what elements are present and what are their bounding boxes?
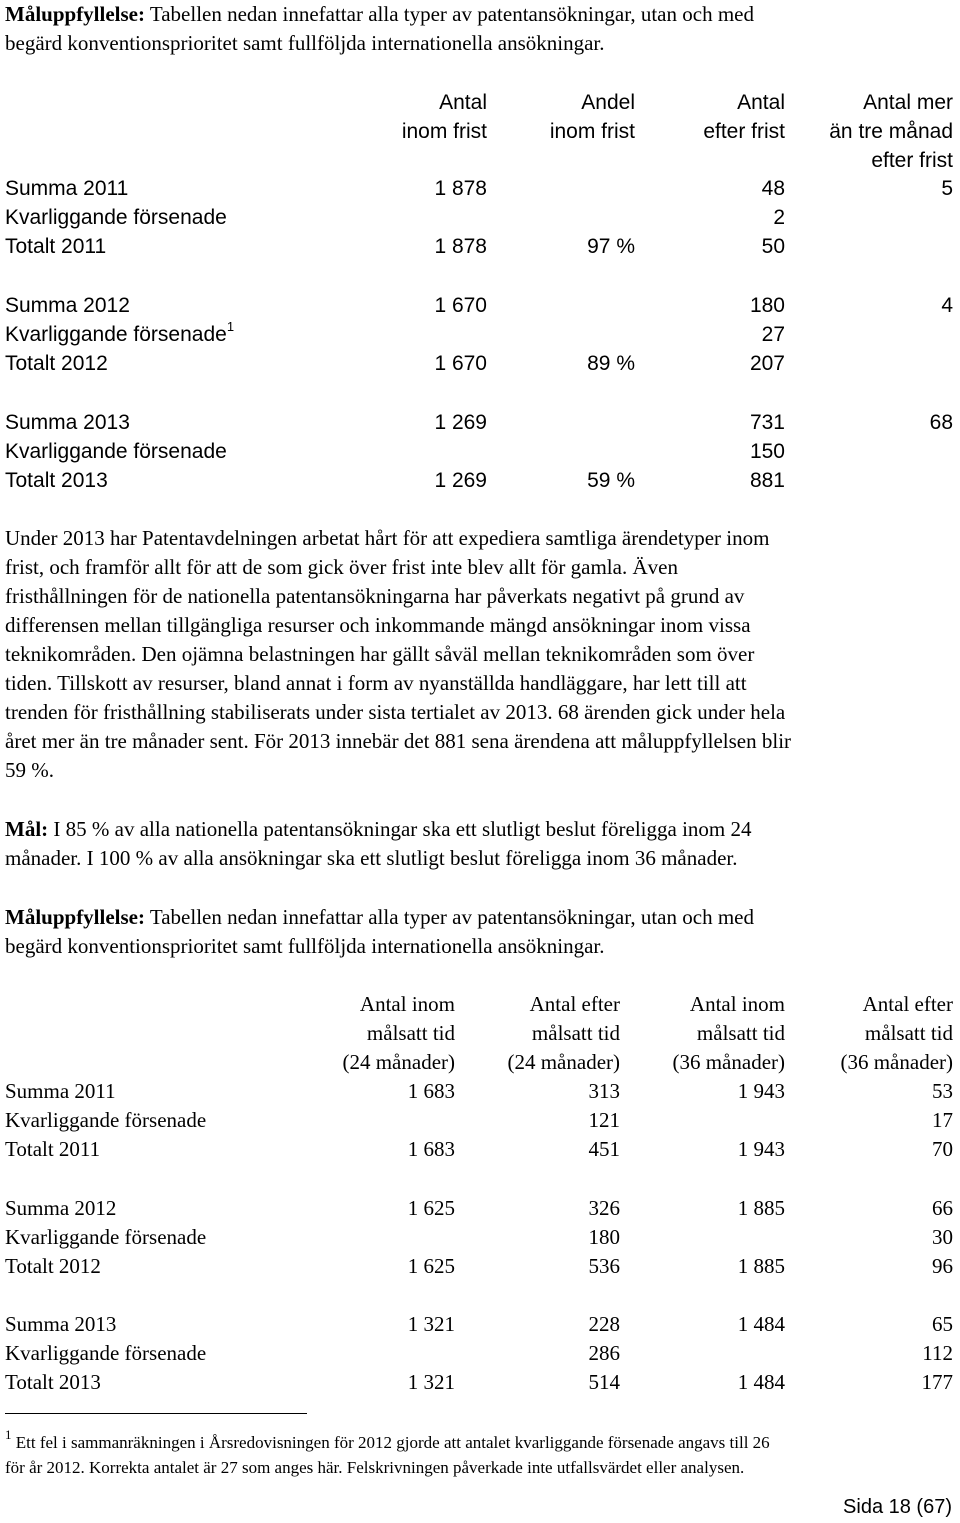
paragraph-line: tiden. Tillskott av resurser, bland annat i form av nyanställda handläggare, har lett till att [5,671,747,695]
cell-antal-efter-24: 313 [588,1079,620,1103]
header-line: efter frist [703,120,785,143]
cell-antal-efter-36: 53 [932,1079,953,1103]
header-line: Andel [581,91,635,114]
table-row [0,203,960,232]
cell-antal-inom-36: 1 885 [737,1196,785,1220]
header-antal-inom-frist [402,88,487,146]
row-label [5,291,130,320]
header-andel-inom-frist [550,88,635,146]
row-label [5,466,108,495]
table-row [0,408,960,437]
cell-antal-efter-36: 17 [932,1108,953,1132]
cell-antal-mer-an-tre-manad: 4 [941,294,953,317]
paragraph-line: begärd konventionsprioritet samt fullföljda internationella ansökningar. [5,934,605,958]
row-label [5,408,130,437]
cell-antal-efter-frist: 207 [749,352,785,375]
row-label-text: Summa 2013 [5,411,130,434]
row-label: Totalt 2011 [5,1137,101,1161]
header-antal-inom-24 [342,990,455,1077]
analysis-paragraph [5,524,955,785]
paragraph-lead: Mål: [5,817,49,841]
cell-antal-efter-24: 536 [588,1254,620,1278]
header-line: Antal mer [863,91,953,114]
row-label [5,437,227,466]
paragraph-line: I 85 % av alla nationella patentansökningar ska ett slutligt beslut föreligga inom 24 [48,817,752,841]
cell-antal-efter-24: 180 [588,1225,620,1249]
paragraph-lead: Måluppfyllelse: [5,2,145,26]
goal-paragraph [5,815,955,873]
cell-andel-inom-frist: 59 % [587,469,635,492]
table-row [0,1252,960,1281]
row-label: Kvarliggande försenade [5,1341,207,1365]
row-label-text: Kvarliggande försenade [5,323,227,346]
cell-antal-efter-36: 65 [932,1312,953,1336]
header-line: inom frist [549,120,635,143]
row-label-text: Totalt 2011 [5,235,107,258]
row-label [5,174,128,203]
page-number: Sida 18 (67) [843,1496,952,1518]
footnote-marker: 1 [5,1427,12,1443]
header-antal-mer-an-tre-manad [829,88,953,175]
table-row [0,1194,960,1223]
table-row [0,466,960,495]
paragraph-line: teknikområden. Den ojämna belastningen har gällt såväl mellan teknikområden som över [5,642,755,666]
cell-antal-efter-36: 112 [922,1341,953,1365]
footnote [5,1427,955,1480]
header-line: målsatt tid [531,1021,620,1045]
paragraph-line: differensen mellan tillgängliga resurser och inkommande mängd ansökningar inom vissa [5,613,751,637]
header-antal-efter-24 [507,990,620,1077]
footnote-ref: 1 [226,319,235,334]
row-label-text: Totalt 2013 [5,469,108,492]
row-label: Totalt 2013 [5,1370,101,1394]
table-row [0,1135,960,1164]
cell-antal-efter-36: 70 [932,1137,953,1161]
paragraph-line: Tabellen nedan innefattar alla typer av patentansökningar, utan och med [145,905,754,929]
table-row [0,1310,960,1339]
paragraph-line: året mer än tre månader sent. För 2013 innebär det 881 sena ärendena att måluppfyllelsen blir [5,729,792,753]
goal-fulfilment-paragraph-2 [5,903,955,961]
row-label: Kvarliggande försenade [5,1108,207,1132]
header-line: än tre månad [829,120,953,143]
cell-antal-mer-an-tre-manad: 5 [941,177,953,200]
cell-antal-efter-36: 66 [932,1196,953,1220]
header-line: Antal efter [529,992,620,1016]
paragraph-line: frist, och framför allt för att de som gick över frist inte blev allt för gamla. Även [5,555,678,579]
cell-antal-inom-24: 1 683 [407,1137,455,1161]
paragraph-line: begärd konventionsprioritet samt fullföljda internationella ansökningar. [5,31,605,55]
cell-antal-inom-frist: 1 269 [434,469,487,492]
table-row [0,1339,960,1368]
cell-antal-mer-an-tre-manad: 68 [929,411,953,434]
footnote-rule [5,1413,307,1414]
header-line: Antal inom [359,992,455,1016]
table-row [0,1077,960,1106]
header-line: Antal [737,91,785,114]
cell-antal-efter-frist: 180 [749,294,785,317]
row-label [5,349,108,378]
paragraph-line: fristhållningen för de nationella patentansökningarna har påverkats negativt på grund av [5,584,745,608]
header-line: inom frist [401,120,487,143]
footnote-line: för år 2012. Korrekta antalet är 27 som anges här. Felskrivningen påverkade inte utfallsvärdet eller analysen. [5,1458,745,1477]
paragraph-lead: Måluppfyllelse: [5,905,145,929]
table-row [0,174,960,203]
row-label: Kvarliggande försenade [5,1225,207,1249]
cell-antal-efter-24: 514 [588,1370,620,1394]
cell-antal-inom-24: 1 625 [407,1254,455,1278]
table-row [0,1106,960,1135]
header-line: Antal [439,91,487,114]
row-label: Summa 2011 [5,1079,116,1103]
row-label: Summa 2012 [5,1196,117,1220]
cell-antal-efter-frist: 2 [773,206,785,229]
cell-antal-efter-24: 121 [588,1108,620,1132]
table-row [0,291,960,320]
header-line: målsatt tid [696,1021,785,1045]
row-label-text: Summa 2011 [5,177,129,200]
cell-andel-inom-frist: 97 % [587,235,635,258]
header-line: (24 månader) [342,1050,455,1074]
cell-antal-inom-frist: 1 878 [434,235,487,258]
table-row [0,1223,960,1252]
goal-fulfilment-paragraph-1 [5,0,955,58]
row-label [5,320,234,349]
cell-antal-efter-24: 326 [588,1196,620,1220]
row-label: Totalt 2012 [5,1254,101,1278]
header-antal-efter-36 [840,990,953,1077]
paragraph-line: 59 %. [5,758,54,782]
cell-antal-inom-frist: 1 878 [434,177,487,200]
header-line: Antal efter [862,992,953,1016]
cell-antal-inom-36: 1 484 [737,1370,785,1394]
paragraph-line: Under 2013 har Patentavdelningen arbetat hårt för att expediera samtliga ärendetyper inom [5,526,770,550]
table-row [0,320,960,349]
cell-antal-inom-36: 1 885 [737,1254,785,1278]
cell-antal-inom-36: 1 484 [737,1312,785,1336]
row-label-text: Totalt 2012 [5,352,108,375]
cell-antal-efter-frist: 27 [761,323,785,346]
header-line: (36 månader) [840,1050,953,1074]
cell-antal-inom-24: 1 321 [407,1370,455,1394]
cell-antal-efter-24: 228 [588,1312,620,1336]
cell-antal-inom-frist: 1 670 [434,352,487,375]
cell-antal-efter-frist: 731 [749,411,785,434]
paragraph-line: månader. I 100 % av alla ansökningar ska ett slutligt beslut föreligga inom 36 månader. [5,846,738,870]
cell-antal-inom-24: 1 683 [407,1079,455,1103]
header-line: målsatt tid [864,1021,953,1045]
cell-antal-efter-24: 451 [588,1137,620,1161]
header-antal-efter-frist [703,88,785,146]
table-row [0,1368,960,1397]
row-label-text: Summa 2012 [5,294,130,317]
table-row [0,349,960,378]
header-line: Antal inom [689,992,785,1016]
row-label [5,203,227,232]
row-label-text: Kvarliggande försenade [5,440,227,463]
paragraph-line: Tabellen nedan innefattar alla typer av patentansökningar, utan och med [145,2,754,26]
cell-antal-efter-frist: 50 [761,235,785,258]
table-row [0,232,960,261]
row-label-text: Kvarliggande försenade [5,206,227,229]
cell-antal-efter-36: 96 [932,1254,953,1278]
row-label: Summa 2013 [5,1312,117,1336]
table-row [0,437,960,466]
footnote-line: Ett fel i sammanräkningen i Årsredovisningen för 2012 gjorde att antalet kvarliggande försenade angavs till 26 [11,1433,770,1452]
cell-antal-efter-36: 30 [932,1225,953,1249]
row-label [5,232,106,261]
header-line: (24 månader) [507,1050,620,1074]
cell-antal-efter-frist: 150 [749,440,785,463]
cell-antal-efter-frist: 48 [761,177,785,200]
cell-antal-inom-36: 1 943 [737,1079,785,1103]
cell-antal-inom-36: 1 943 [737,1137,785,1161]
cell-antal-efter-36: 177 [921,1370,953,1394]
cell-antal-efter-frist: 881 [749,469,785,492]
header-antal-inom-36 [672,990,785,1077]
cell-antal-efter-24: 286 [588,1341,620,1365]
header-line: efter frist [871,149,953,172]
cell-andel-inom-frist: 89 % [587,352,635,375]
header-line: målsatt tid [366,1021,455,1045]
header-line: (36 månader) [672,1050,785,1074]
cell-antal-inom-24: 1 625 [407,1196,455,1220]
paragraph-line: trenden för fristhållning stabiliserats under sista tertialet av 2013. 68 ärenden gick under hela [5,700,786,724]
cell-antal-inom-frist: 1 670 [434,294,487,317]
cell-antal-inom-frist: 1 269 [434,411,487,434]
cell-antal-inom-24: 1 321 [407,1312,455,1336]
